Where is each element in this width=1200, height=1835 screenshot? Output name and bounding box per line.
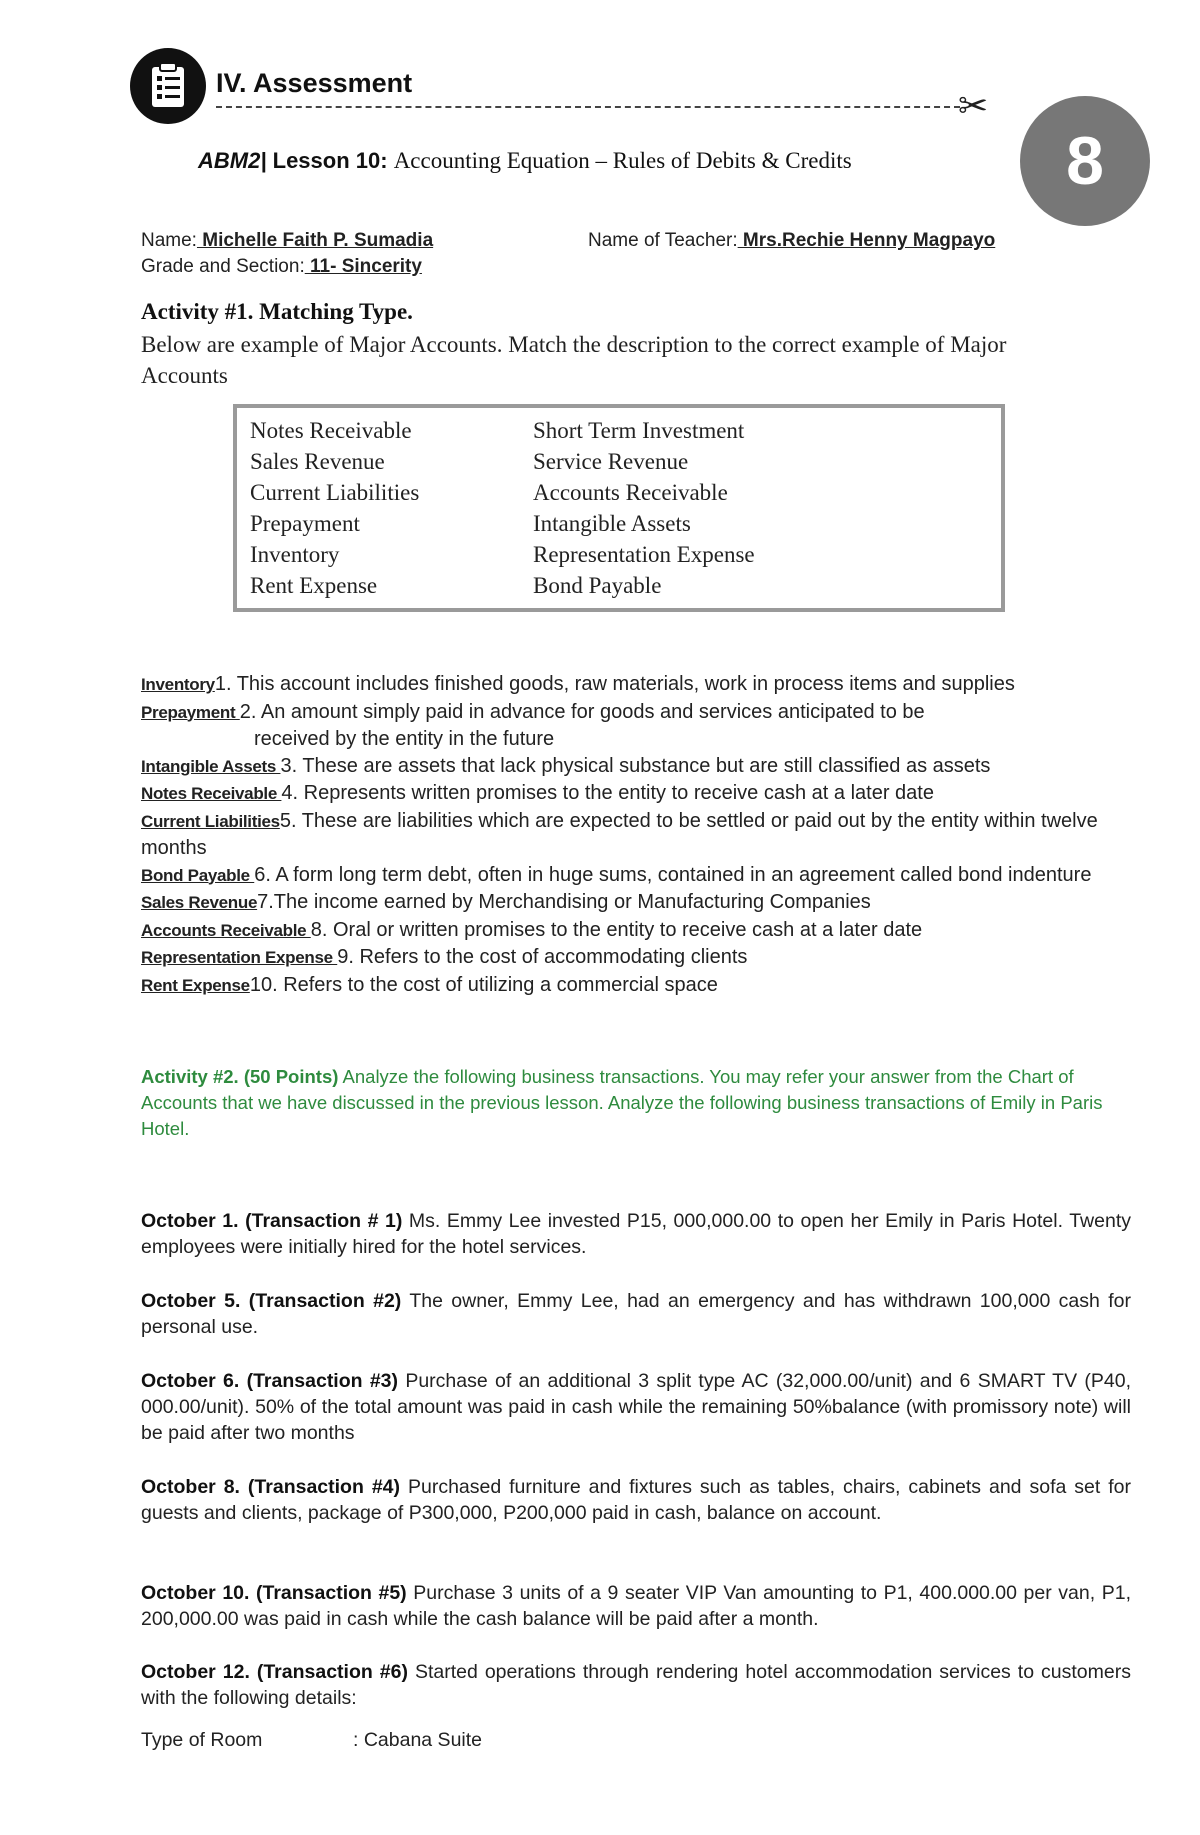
major-accounts-box: [233, 404, 1005, 612]
transaction-paragraph: [141, 1208, 1131, 1260]
account-item: Inventory: [250, 542, 340, 567]
matching-item: [141, 671, 1141, 699]
answer: Prepayment: [141, 702, 240, 722]
matching-answers: [141, 671, 1141, 999]
transaction-paragraph: [141, 1474, 1131, 1526]
matching-item: [141, 699, 1141, 753]
answer: Current Liabilities: [141, 811, 280, 831]
account-item: Intangible Assets: [533, 511, 691, 536]
page-number-badge: 8: [1020, 96, 1150, 226]
transaction-text: Purchased furniture and fixtures such as tables, chairs, cabinets and sofa set for guests and clients, package of P300,000, P200,000 paid in cash, balance on account.: [141, 1476, 1131, 1524]
account-item: Current Liabilities: [250, 480, 420, 505]
transaction-text: Ms. Emmy Lee invested P15, 000,000.00 to open her Emily in Paris Hotel. Twenty employees were initially hired for the hotel services.: [141, 1210, 1131, 1258]
description: 3. These are assets that lack physical substance but are still classified as assets: [280, 754, 991, 777]
checklist-icon: [130, 48, 206, 124]
teacher-label: Name of Teacher:: [588, 230, 738, 251]
lesson-topic: Accounting Equation – Rules of Debits & Credits: [393, 148, 852, 173]
answer: Rent Expense: [141, 975, 250, 995]
grade-section-line: [141, 256, 422, 278]
transaction-heading: October 12. (Transaction #6): [141, 1661, 408, 1683]
matching-item: [141, 862, 1141, 890]
subject-code: ABM2|: [198, 148, 267, 173]
transaction-heading: October 6. (Transaction #3): [141, 1370, 399, 1392]
matching-item: [141, 972, 1141, 1000]
teacher-name-line: [588, 230, 995, 252]
grade-label: Grade and Section:: [141, 256, 305, 277]
matching-item: [141, 808, 1141, 862]
description: 1. This account includes finished goods, raw materials, work in process items and supplies: [214, 673, 1015, 695]
room-type-value: : Cabana Suite: [353, 1729, 483, 1751]
transaction-heading: October 8. (Transaction #4): [141, 1476, 401, 1498]
answer: Notes Receivable: [141, 784, 282, 803]
student-name: Michelle Faith P. Sumadia: [196, 230, 434, 251]
account-item: Representation Expense: [533, 542, 755, 567]
description: 10. Refers to the cost of utilizing a commercial space: [249, 973, 718, 996]
grade-section: 11- Sincerity: [304, 256, 422, 277]
answer: Inventory: [141, 675, 215, 694]
section-title: IV. Assessment: [216, 68, 413, 98]
description: 8. Oral or written promises to the entity to receive cash at a later date: [310, 918, 923, 941]
answer: Sales Revenue: [141, 893, 258, 912]
transaction-paragraph: [141, 1580, 1131, 1632]
account-item: Prepayment: [250, 511, 360, 536]
matching-item: [141, 889, 1141, 917]
matching-item: [141, 780, 1141, 808]
activity2-title: Activity #2. (50 Points): [141, 1066, 339, 1087]
answer: Accounts Receivable: [141, 920, 311, 940]
teacher-name: Mrs.Rechie Henny Magpayo: [737, 230, 996, 251]
matching-item: [141, 917, 1141, 945]
lesson-heading: [198, 148, 852, 174]
dashed-divider: [216, 106, 960, 108]
description: 6. A form long term debt, often in huge sums, contained in an agreement called bond indenture: [254, 863, 1092, 886]
transaction-heading: October 1. (Transaction # 1): [141, 1210, 403, 1232]
room-type-line: [141, 1729, 483, 1752]
account-item: Rent Expense: [250, 573, 378, 598]
description-continued: received by the entity in the future: [254, 728, 555, 750]
answer: Representation Expense: [141, 948, 338, 967]
answer: Bond Payable: [141, 865, 255, 885]
activity1-description: Below are example of Major Accounts. Match the description to the correct example of Major Accounts: [141, 332, 1007, 388]
transaction-text: Started operations through rendering hotel accommodation services to customers with the following details:: [141, 1661, 1131, 1709]
description: 5. These are liabilities which are expected to be settled or paid out by the entity within twelve months: [141, 809, 1098, 859]
description: 9. Refers to the cost of accommodating clients: [337, 946, 748, 968]
description: 7.The income earned by Merchandising or Manufacturing Companies: [257, 891, 871, 913]
account-item: Accounts Receivable: [533, 480, 728, 505]
transaction-text: Purchase 3 units of a 9 seater VIP Van amounting to P1, 400.000.00 per van, P1, 200,000.00 was paid in cash while the cash balance will be paid after a month.: [141, 1582, 1131, 1630]
transaction-paragraph: [141, 1288, 1131, 1340]
activity2-text: Analyze the following business transactions. You may refer your answer from the Chart of Accounts that we have discussed in the previous lesson. Analyze the following business transactions of Emily in Paris Hotel.: [141, 1066, 1103, 1139]
description: 4. Represents written promises to the entity to receive cash at a later date: [281, 782, 934, 804]
account-item: Service Revenue: [533, 449, 689, 474]
activity1-title: Activity #1. Matching Type.: [141, 299, 413, 324]
account-item: Notes Receivable: [250, 418, 412, 443]
account-item: Short Term Investment: [533, 418, 745, 443]
transaction-text: The owner, Emmy Lee, had an emergency and has withdrawn 100,000 cash for personal use.: [141, 1290, 1132, 1338]
description: 2. An amount simply paid in advance for goods and services anticipated to be: [239, 700, 925, 723]
answer: Intangible Assets: [141, 756, 281, 776]
transaction-heading: October 10. (Transaction #5): [141, 1582, 407, 1604]
account-item: Bond Payable: [533, 573, 662, 598]
name-label: Name:: [141, 230, 197, 251]
activity2-instructions: [141, 1064, 1131, 1142]
transaction-paragraph: [141, 1368, 1131, 1446]
student-name-line: [141, 230, 433, 252]
account-item: Sales Revenue: [250, 449, 385, 474]
matching-item: [141, 753, 1141, 781]
lesson-label: Lesson 10:: [272, 148, 388, 173]
transaction-paragraph: [141, 1659, 1131, 1711]
room-type-label: Type of Room: [141, 1729, 263, 1751]
transaction-heading: October 5. (Transaction #2): [141, 1290, 402, 1312]
scissors-icon: ✂: [958, 85, 989, 126]
transaction-text: Purchase of an additional 3 split type AC (32,000.00/unit) and 6 SMART TV (P40, 000.00/unit). 50% of the total amount was paid in cash while the remaining 50%balance (with promissory note) will be paid after two months: [141, 1370, 1131, 1444]
matching-item: [141, 944, 1141, 972]
